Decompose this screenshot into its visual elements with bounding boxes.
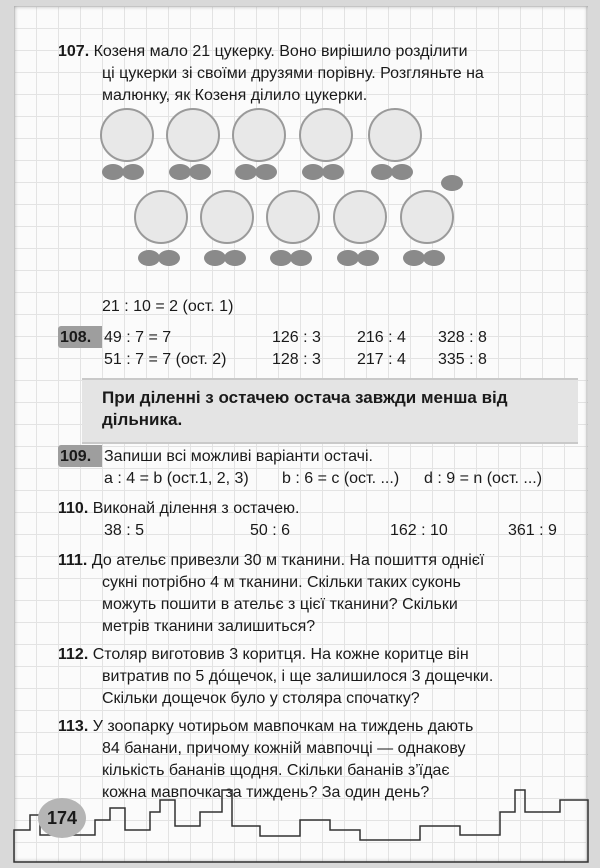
problem-text: малюнку, як Козеня ділило цукерки. — [102, 87, 368, 104]
equation-result: 21 : 10 = 2 (ост. 1) — [102, 298, 234, 315]
expression: 51 : 7 = 7 (ост. 2) — [104, 351, 227, 368]
page-number: 174 — [46, 808, 78, 828]
problem-text: метрів тканини залишиться? — [102, 618, 316, 635]
expression: 335 : 8 — [438, 351, 487, 368]
expression: 162 : 10 — [390, 522, 448, 539]
problem-text: Виконай ділення з остачею. — [92, 500, 300, 517]
problem-number: 112. — [58, 646, 89, 663]
problem-text: 84 банани, причому кожній мавпочці — однакову — [102, 740, 466, 757]
expression: 50 : 6 — [250, 522, 291, 539]
problem-text: сукні потрібно 4 м тканини. Скільки таких суконь — [102, 574, 461, 591]
expression: b : 6 = c (ост. ...) — [282, 470, 400, 487]
problem-text: витратив по 5 до́щечок, і ще залишилося 3 дощечки. — [102, 668, 494, 685]
expression: 361 : 9 — [508, 522, 557, 539]
expression: 128 : 3 — [272, 351, 321, 368]
problem-text: До ательє привезли 30 м тканини. На пошиття однієї — [91, 552, 485, 569]
problem-text: Козеня мало 21 цукерку. Воно вирішило розділити — [93, 43, 468, 60]
problem-number: 109. — [60, 448, 92, 465]
expression: 216 : 4 — [357, 329, 406, 346]
expression: 38 : 5 — [104, 522, 145, 539]
problem-text: ці цукерки зі своїми друзями порівну. Розгляньте на — [102, 65, 484, 82]
problem-text: Столяр виготовив 3 коритця. На кожне коритце він — [92, 646, 469, 663]
expression: 217 : 4 — [357, 351, 406, 368]
problem-number: 107. — [58, 43, 90, 60]
problem-text: У зоопарку чотирьом мавпочкам на тиждень дають — [92, 718, 474, 735]
expression: a : 4 = b (ост.1, 2, 3) — [104, 470, 249, 487]
expression: 328 : 8 — [438, 329, 487, 346]
expression: 49 : 7 = 7 — [104, 329, 172, 346]
expression: d : 9 = n (ост. ...) — [424, 470, 543, 487]
problem-text: можуть пошити в ательє з цієї тканини? Скільки — [102, 596, 458, 613]
problem-text: кількість бананів щодня. Скільки бананів з’їдає — [102, 762, 450, 779]
problem-number: 113. — [58, 718, 89, 735]
problem-text: кожна мавпочка за тиждень? За один день? — [102, 784, 430, 801]
problem-number: 111. — [58, 552, 88, 569]
problem-number: 110. — [58, 500, 89, 517]
expression: 126 : 3 — [272, 329, 321, 346]
problem-number: 108. — [60, 329, 92, 346]
problem-text: Скільки дощечок було у столяра спочатку? — [102, 690, 420, 707]
problem-text: Запиши всі можливі варіанти остачі. — [104, 448, 373, 465]
rule-text: При діленні з остачею остача завжди менша від дільника. — [102, 388, 508, 429]
page-number-badge — [38, 798, 86, 838]
